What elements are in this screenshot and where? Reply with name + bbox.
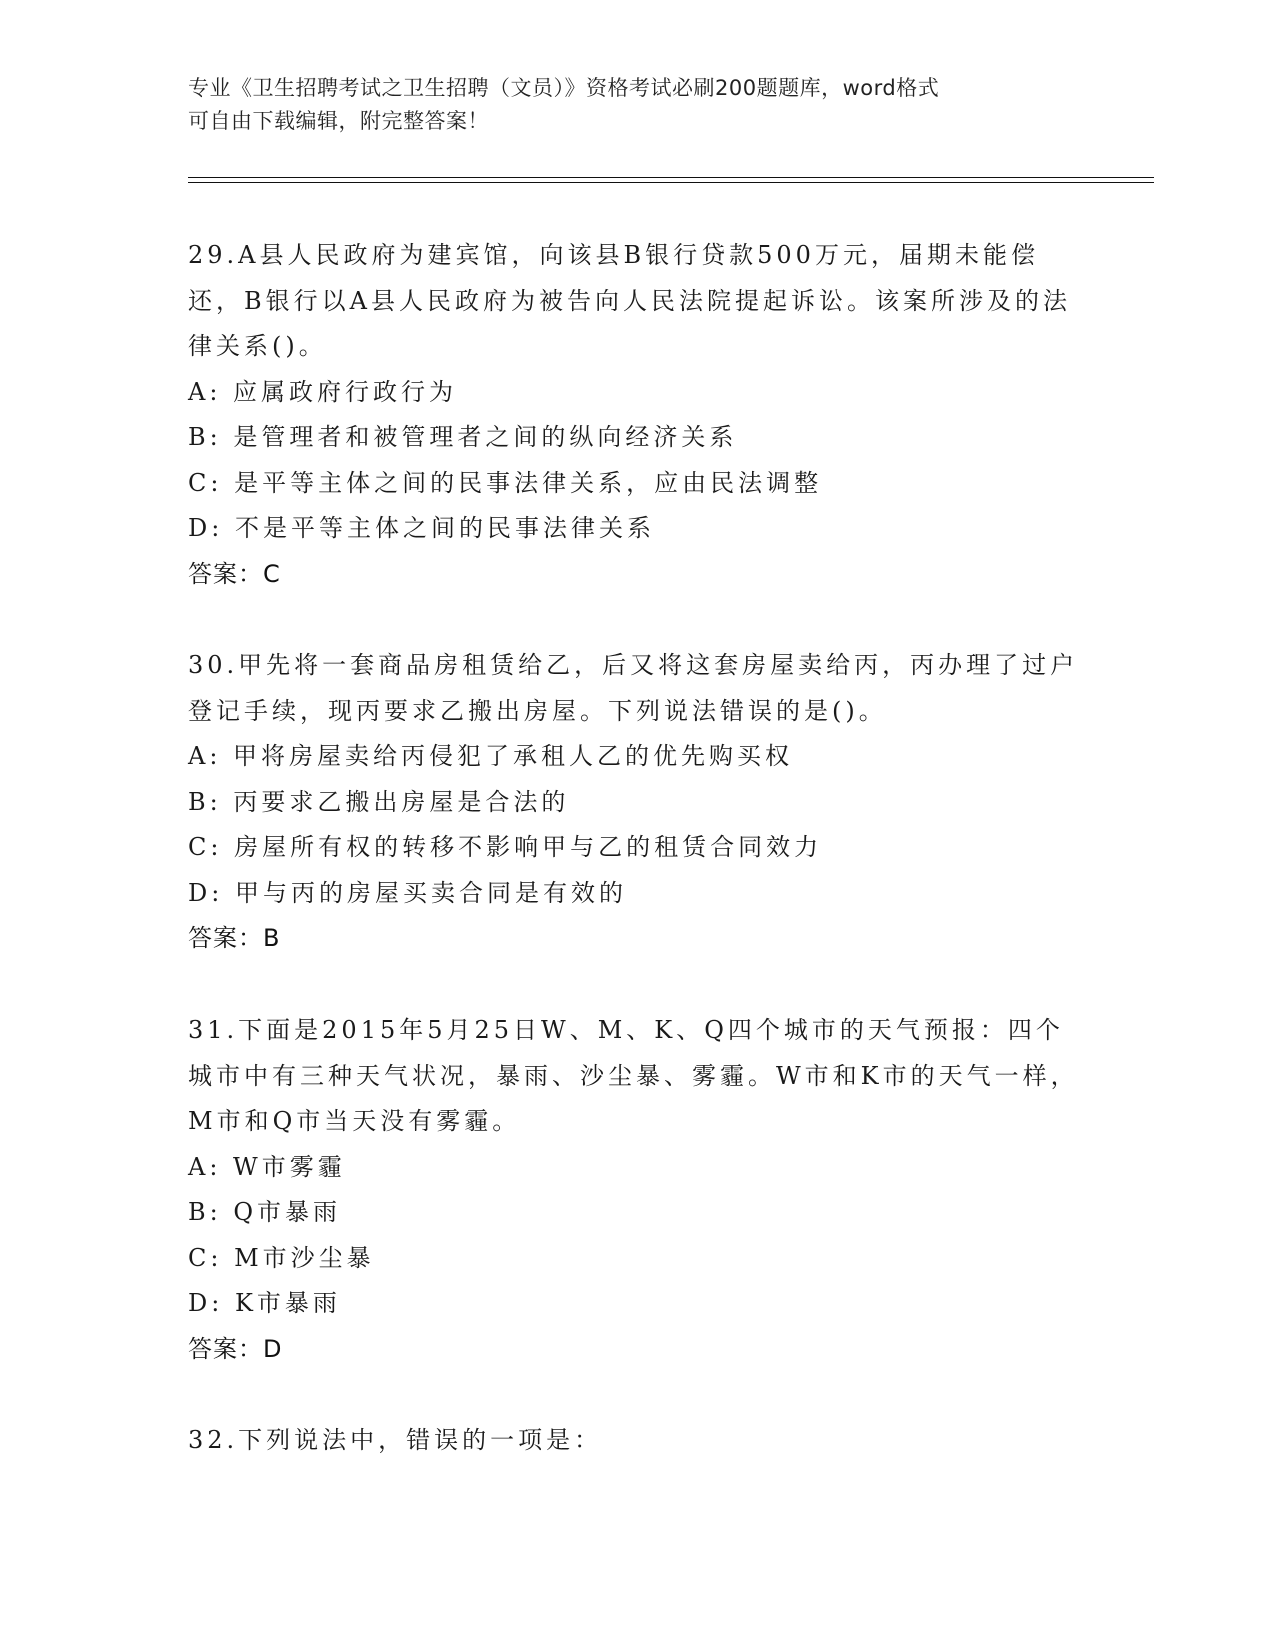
question-text: 31.下面是2015年5月25日W、M、K、Q四个城市的天气预报：四个城市中有三种天气状况，暴雨、沙尘暴、雾霾。W市和K市的天气一样，M市和Q市当天没有雾霾。: [188, 1016, 1079, 1135]
header-line-1: 专业《卫生招聘考试之卫生招聘（文员）》资格考试必刷200题题库，word格式: [188, 76, 940, 100]
option-c: C: 是平等主体之间的民事法律关系，应由民法调整: [188, 468, 823, 497]
question-text: 30.甲先将一套商品房租赁给乙，后又将这套房屋卖给丙，丙办理了过户登记手续，现丙要求乙搬出房屋。下列说法错误的是()。: [188, 651, 1079, 725]
question-32: [188, 1418, 1088, 1464]
option-a: A: 甲将房屋卖给丙侵犯了承租人乙的优先购买权: [188, 742, 794, 770]
question-29: [188, 233, 1088, 597]
question-30: [188, 643, 1088, 962]
answer: 答案：B: [188, 924, 281, 952]
option-a: A: 应属政府行政行为: [188, 377, 458, 406]
option-c: C: M市沙尘暴: [188, 1243, 375, 1272]
option-c: C: 房屋所有权的转移不影响甲与乙的租赁合同效力: [188, 833, 823, 861]
question-text: 29.A县人民政府为建宾馆，向该县B银行贷款500万元，届期未能偿还，B银行以A县人民政府为被告向人民法院提起诉讼。该案所涉及的法律关系()。: [188, 241, 1071, 360]
answer: 答案：C: [188, 559, 281, 588]
option-a: A: W市雾霾: [188, 1152, 346, 1181]
option-b: B: Q市暴雨: [188, 1198, 342, 1226]
option-b: B: 丙要求乙搬出房屋是合法的: [188, 787, 570, 816]
answer: 答案：D: [188, 1334, 283, 1363]
question-text: 32.下列说法中，错误的一项是：: [188, 1426, 603, 1454]
question-31: [188, 1008, 1088, 1372]
option-b: B: 是管理者和被管理者之间的纵向经济关系: [188, 423, 738, 451]
page-header: [188, 72, 1088, 138]
header-divider-bottom: [188, 182, 1154, 183]
option-d: D: 不是平等主体之间的民事法律关系: [188, 514, 655, 542]
option-d: D: 甲与丙的房屋买卖合同是有效的: [188, 878, 627, 907]
header-divider-top: [188, 177, 1154, 178]
option-d: D: K市暴雨: [188, 1289, 341, 1317]
header-line-2: 可自由下载编辑，附完整答案！: [188, 109, 489, 133]
